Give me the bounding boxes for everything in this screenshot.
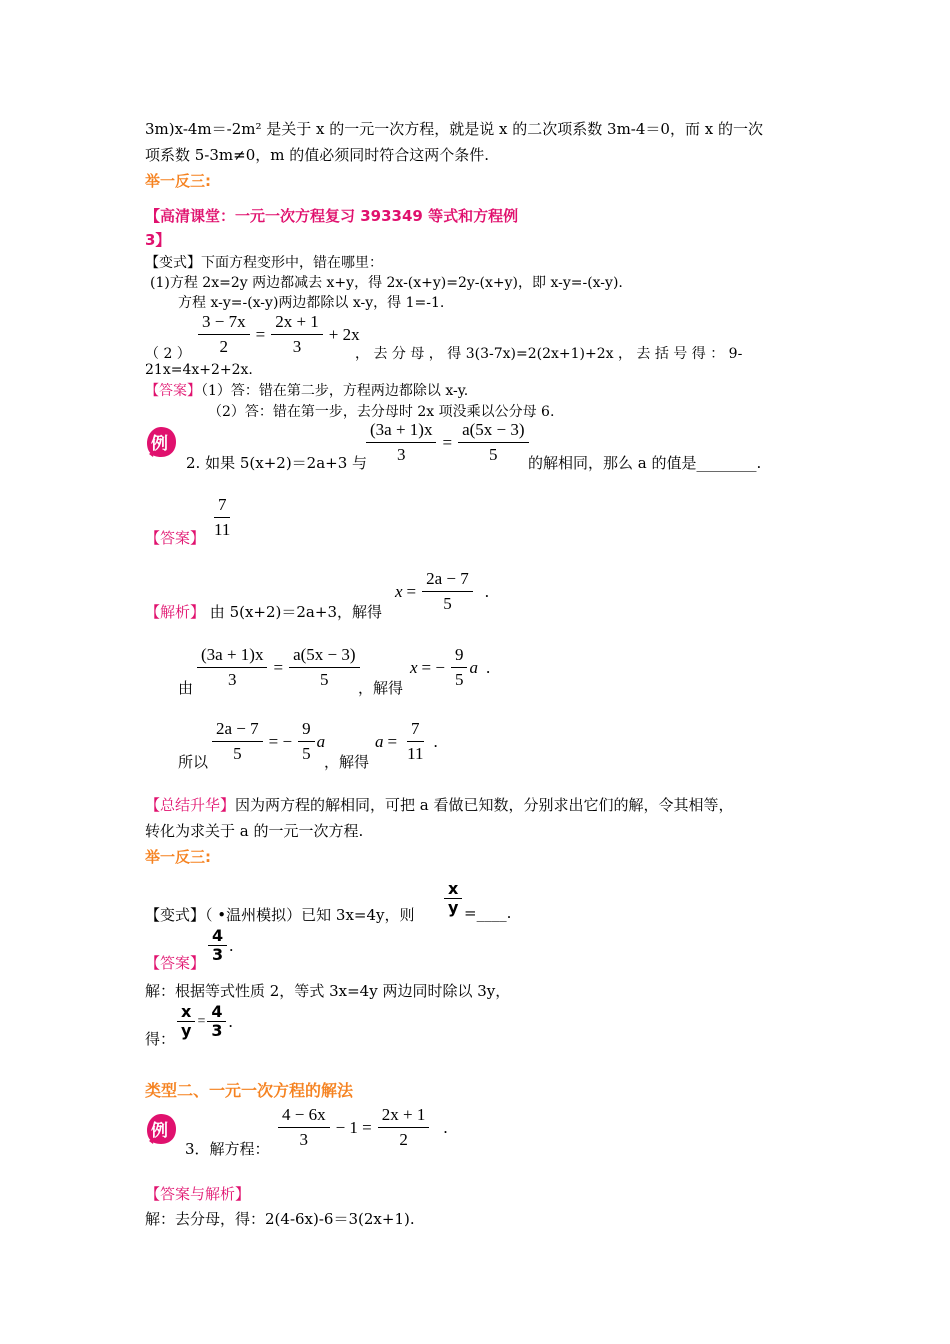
variant-label: 【变式】 bbox=[145, 255, 201, 271]
variant-2-solution-1: 解：根据等式性质 2，等式 3x=4y 两边同时除以 3y， bbox=[145, 982, 511, 1000]
intro-line-2: 项系数 5-3m≠0，m 的值必须同时符合这两个条件. bbox=[145, 146, 490, 164]
variant-2-fraction bbox=[442, 880, 464, 917]
fraction: $\frac{9}{5}$ bbox=[298, 717, 315, 766]
example-2-equation: $\frac{(3a + 1)x}{3}$ = $\frac{a(5x - 3)}{5}$ bbox=[364, 418, 531, 467]
variant-2-solution-2: 得： bbox=[145, 1030, 176, 1048]
variant-2-question: 【变式】（ •温州模拟）已知 3x=4y，则 bbox=[145, 906, 415, 924]
variant-label: 【变式】 bbox=[145, 906, 206, 924]
example-badge-text: 例 bbox=[151, 1121, 168, 1141]
analysis-equation-3: $\frac{2a - 7}{5}$ = − $\frac{9}{5}$ a bbox=[210, 717, 325, 766]
summary-label: 【总结升华】 bbox=[145, 796, 236, 814]
fraction: $\frac{x}{y}$ bbox=[444, 880, 462, 917]
fraction: $\frac{(3a + 1)x}{3}$ bbox=[197, 643, 267, 692]
example-badge-text: 例 bbox=[151, 434, 168, 454]
fraction: $\frac{2a - 7}{5}$ bbox=[422, 567, 473, 616]
course-title-line-1: 【高清课堂：一元一次方程复习 393349 等式和方程例 bbox=[145, 207, 519, 225]
answer-label: 【答案】 bbox=[145, 529, 206, 547]
analysis-label: 【解析】 bbox=[145, 603, 206, 621]
analysis-line-3-mid: ，解得 bbox=[324, 753, 370, 771]
variant-2-answer: $\frac{4}{3}$ . bbox=[206, 927, 233, 964]
summary-line-1: 【总结升华】因为两方程的解相同，可把 a 看做已知数，分别求出它们的解，令其相等， bbox=[145, 796, 734, 814]
analysis-equation-1: x = $\frac{2a - 7}{5}$ . bbox=[395, 567, 489, 616]
analysis-line-2-mid: ，解得 bbox=[358, 679, 404, 697]
example-2-answer bbox=[208, 493, 236, 542]
variant-1-part-2-text: ， 去 分 母 ， 得 3(3-7x)=2(2x+1)+2x ， 去 括 号 得 ： 9- bbox=[355, 346, 743, 362]
summary-line-2: 转化为求关于 a 的一元一次方程. bbox=[145, 822, 364, 840]
intro-line-1: 3m)x-4m＝-2m² 是关于 x 的一元一次方程，就是说 x 的二次项系数 3m-4＝0，而 x 的一次 bbox=[145, 120, 763, 138]
variant-1-part-2-end: 21x=4x+2+2x. bbox=[145, 362, 253, 378]
fraction: $\frac{7}{11}$ bbox=[214, 495, 231, 539]
example-3-equation: $\frac{4 - 6x}{3}$ − 1 = $\frac{2x + 1}{2}$ . bbox=[276, 1103, 448, 1152]
fraction: $\frac{4 - 6x}{3}$ bbox=[278, 1103, 330, 1152]
fraction: $\frac{4}{3}$ bbox=[208, 927, 227, 964]
variant-1-part-2-prefix: （ 2 ） bbox=[145, 346, 191, 362]
practice-heading-1: 举一反三: bbox=[145, 172, 211, 190]
variant-1-part-1: (1)方程 2x=2y 两边都减去 x+y，得 2x-(x+y)=2y-(x+y)，即 x-y=-(x-y). bbox=[150, 275, 623, 291]
answer-analysis-label: 【答案与解析】 bbox=[145, 1185, 251, 1203]
analysis-solution-3: a = $\frac{7}{11}$ . bbox=[375, 717, 438, 766]
fraction: $\frac{7}{11}$ bbox=[407, 719, 424, 763]
section-heading: 类型二、一元一次方程的解法 bbox=[145, 1081, 354, 1100]
variant-1-question bbox=[145, 252, 383, 272]
analysis-line-3-prefix: 所以 bbox=[178, 753, 209, 771]
example-3-question: 3．解方程： bbox=[185, 1140, 270, 1158]
fraction: $\frac{2x + 1}{2}$ bbox=[378, 1103, 430, 1152]
example-3-solution: 解：去分母，得：2(4-6x)-6＝3(2x+1). bbox=[145, 1210, 415, 1228]
variant-1-equation: $\frac{3 - 7x}{2}$ = $\frac{2x + 1}{3}$ + 2x bbox=[196, 310, 364, 359]
variant-1-answer-1: 【答案】（1）答：错在第二步，方程两边都除以 x-y. bbox=[145, 383, 469, 399]
fraction: $\frac{a(5x - 3)}{5}$ bbox=[289, 643, 359, 692]
variant-text: 下面方程变形中，错在哪里： bbox=[201, 255, 383, 271]
fraction: $\frac{2a - 7}{5}$ bbox=[212, 717, 263, 766]
course-title-line-2: 3】 bbox=[145, 231, 171, 249]
fraction: $\frac{a(5x - 3)}{5}$ bbox=[458, 418, 528, 467]
variant-1-part-1b: 方程 x-y=-(x-y)两边都除以 x-y，得 1=-1. bbox=[178, 295, 445, 311]
analysis-line-1: 【解析】 由 5(x+2)＝2a+3，解得 bbox=[145, 603, 382, 621]
example-2-question-prefix: 2. 如果 5(x+2)＝2a+3 与 bbox=[186, 454, 368, 472]
fraction: $\frac{x}{y}$ bbox=[177, 1003, 195, 1040]
fraction: $\frac{3 - 7x}{2}$ bbox=[198, 310, 250, 359]
variant-2-question-end: =____. bbox=[464, 904, 512, 922]
fraction: $\frac{9}{5}$ bbox=[451, 643, 468, 692]
example-2-question-suffix: 的解相同，那么 a 的值是________. bbox=[528, 454, 762, 472]
fraction: $\frac{2x + 1}{3}$ bbox=[271, 310, 323, 359]
answer-label: 【答案】 bbox=[145, 954, 206, 972]
variant-1-answer-2: （2）答：错在第一步，去分母时 2x 项没乘以公分母 6. bbox=[208, 404, 555, 420]
fraction: $\frac{4}{3}$ bbox=[207, 1003, 226, 1040]
answer-label: 【答案】 bbox=[145, 383, 201, 399]
analysis-line-2-prefix: 由 bbox=[178, 679, 194, 697]
practice-heading-2: 举一反三: bbox=[145, 848, 211, 866]
fraction: $\frac{(3a + 1)x}{3}$ bbox=[366, 418, 436, 467]
analysis-equation-2: $\frac{(3a + 1)x}{3}$ = $\frac{a(5x - 3)}{5}$ bbox=[195, 643, 362, 692]
analysis-solution-2: x = − $\frac{9}{5}$ a . bbox=[410, 643, 490, 692]
variant-2-solution-equation: $\frac{x}{y}$ = $\frac{4}{3}$ . bbox=[175, 1003, 233, 1040]
